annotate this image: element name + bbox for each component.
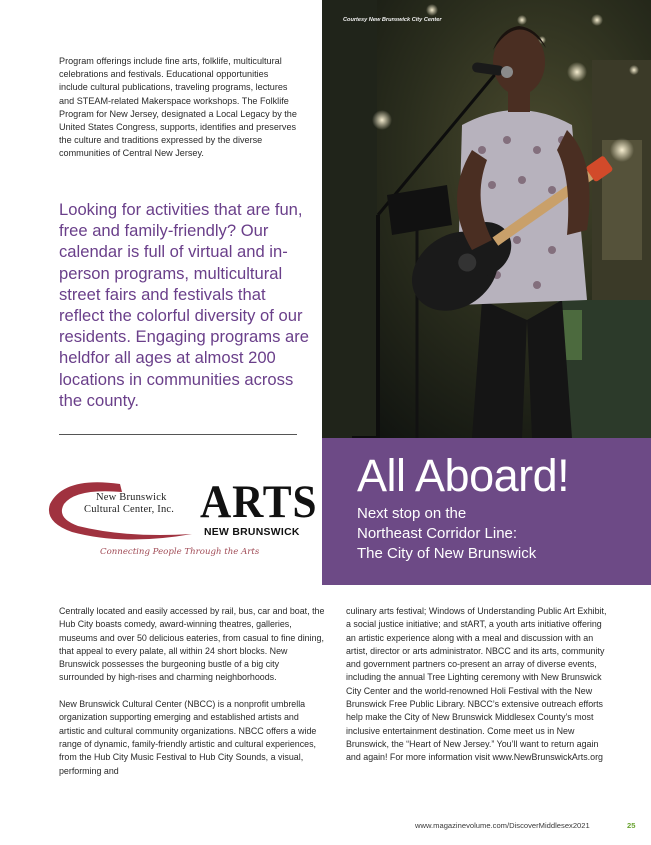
pull-quote: Looking for activities that are fun, free and family-friendly? Our calendar is full of virtual and in-person programs, multicultural street fairs and festivals that reflect the colorful diversity of our residents. Engaging programs are heldfor all ages at almost 200 locations in communities across the county. (59, 200, 309, 410)
banner-subtitle-line: Northeast Corridor Line: (357, 525, 518, 542)
banner-subtitle-line: The City of New Brunswick (357, 545, 537, 562)
body-paragraph: culinary arts festival; Windows of Understanding Public Art Exhibit, a social justice initiative; and stART, a youth arts initiative offering an artistic experience along with a meal and discussion with an artist, director or arts administrator. NBCC and its arts, community and government partners co-present an array of diverse events, including the annual Tree Lighting ceremony with New Brunswick City Center and the world-renowned Holi Festival with the New Brunswick Free Public Library. NBCC’s extensive outreach efforts help make the City of New Brunswick Middlesex County’s most inclusive entertainment destination. Come meet us in New Brunswick, the “Heart of New Jersey.” You’ll want to return again and again! For more information visit www.NewBrunswickArts.org (346, 606, 607, 763)
photo-credit: Courtesy New Brunswick City Center (343, 17, 442, 23)
footer-url: www.magazinevolume.com/DiscoverMiddlesex2021 (415, 821, 590, 830)
page-number: 25 (627, 821, 636, 830)
nbcc-logo (44, 474, 194, 544)
banner-subtitle (357, 504, 637, 564)
musician-photo-illustration (322, 0, 651, 438)
nbcc-name-line1: New Brunswick (96, 492, 167, 503)
musician-photo (322, 0, 651, 438)
body-paragraph: New Brunswick Cultural Center (NBCC) is a nonprofit umbrella organization supporting emerging and established artists and artistic and cultural community organizations. NBCC offers a wide range of dynamic, family-friendly artistic and cultural experiences, from the Hub City Music Festival to Hub City Sounds, a visual, performing and (59, 699, 317, 776)
divider-rule (59, 434, 297, 435)
body-paragraph: Centrally located and easily accessed by rail, bus, car and boat, the Hub City boasts comedy, award-winning theatres, galleries, museums and over 50 delicious eateries, from casual to fine dining, that appeal to every palate, all within 24 short blocks. New Brunswick possesses the burgeoning bustle of a big city surrounded by high-rises and charming neighborhoods. (59, 606, 325, 683)
banner-title: All Aboard! (357, 450, 570, 501)
banner-subtitle-line: Next stop on the (357, 505, 467, 522)
arts-city-name: NEW BRUNSWICK (204, 527, 300, 538)
logo-tagline: Connecting People Through the Arts (100, 547, 260, 557)
sponsor-logos (44, 470, 318, 562)
body-column-right (346, 605, 608, 778)
arts-new-brunswick-logo (200, 476, 318, 540)
intro-paragraph: Program offerings include fine arts, folklife, multicultural celebrations and festivals. Educational opportunities include cultural publications, traveling programs, lectures and STEAM-related Makerspace workshops. The Folklife Program for New Jersey, designated a Local Legacy by the United States Congress, supports, identifies and preserves the culture and traditions expressed by the diverse communities of Central New Jersey. (59, 56, 297, 159)
body-column-left (59, 605, 325, 791)
arts-wordmark: ARTS (200, 476, 318, 528)
nbcc-name-line2: Cultural Center, Inc. (84, 504, 175, 515)
